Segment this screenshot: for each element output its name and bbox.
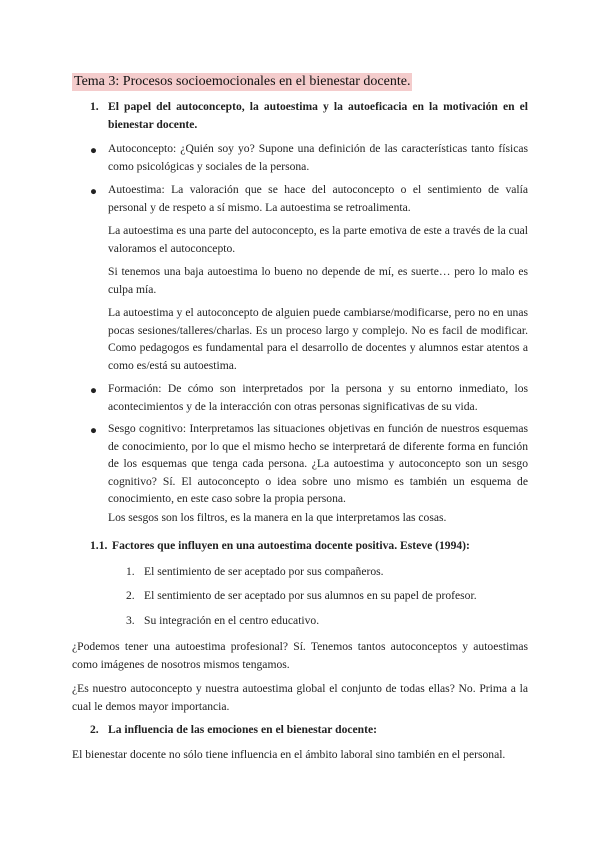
bullet-dot-icon: ● — [90, 424, 98, 437]
question-paragraph: ¿Podemos tener una autoestima profesional? Sí. Tenemos tantos autoconceptos y autoestimas como imágenes de nosotros mismos tengamos. — [72, 640, 528, 671]
section-2-number: 2. — [90, 723, 99, 736]
bullet-formacion: Formación: De cómo son interpretados por la persona y su entorno inmediato, los acontecimientos y de la interacción con otras personas significativas de su vida. — [108, 382, 528, 413]
factor-item: Su integración en el centro educativo. — [144, 614, 320, 627]
closing-paragraph: El bienestar docente no sólo tiene influencia en el ámbito laboral sino también en el personal. — [72, 748, 506, 761]
section-1-number: 1. — [90, 100, 99, 113]
bullet-dot-icon: ● — [90, 384, 98, 397]
bullet-sesgo-cognitivo: Sesgo cognitivo: Interpretamos las situaciones objetivas en función de nuestros esquemas de conocimiento, por lo que el mismo hecho se interpretará de diferente forma en función de los esquemas que tenga cada persona. ¿La autoestima y autoconcepto son un sesgo cognitivo? Sí. El autoconcepto o idea sobre uno mismo es también un esquema de conocimiento, en este caso sobre la propia persona. — [108, 422, 528, 505]
bullet-dot-icon: ● — [90, 144, 98, 157]
factor-item: El sentimiento de ser aceptado por sus alumnos en su papel de profesor. — [144, 589, 477, 602]
autoestima-paragraph: Si tenemos una baja autoestima lo bueno no depende de mí, es suerte… pero lo malo es culpa mía. — [108, 265, 528, 296]
sesgos-note: Los sesgos son los filtros, es la manera en la que interpretamos las cosas. — [108, 511, 447, 524]
factor-number: 1. — [126, 565, 135, 578]
section-1-heading: El papel del autoconcepto, la autoestima y la autoeficacia en la motivación en el bienestar docente. — [108, 100, 528, 131]
question-paragraph: ¿Es nuestro autoconcepto y nuestra autoestima global el conjunto de todas ellas? No. Prima a la cual le demos mayor importancia. — [72, 682, 528, 713]
subsection-heading: Factores que influyen en una autoestima docente positiva. Esteve (1994): — [112, 539, 470, 552]
section-2-heading: La influencia de las emociones en el bienestar docente: — [108, 723, 377, 736]
factor-item: El sentimiento de ser aceptado por sus compañeros. — [144, 565, 384, 578]
bullet-autoconcepto: Autoconcepto: ¿Quién soy yo? Supone una definición de las características tanto físicas como psicológicas y sociales de la persona. — [108, 142, 528, 173]
autoestima-paragraph: La autoestima y el autoconcepto de alguien puede cambiarse/modificarse, pero no en unas pocas sesiones/talleres/charlas. Es un proceso largo y complejo. No es facil de modificar. Como pedagogos es fundamental para el desarrollo de docentes y alumnos estar atentos a como es/está su autoestima. — [108, 306, 528, 372]
factor-number: 2. — [126, 589, 135, 602]
factor-number: 3. — [126, 614, 135, 627]
autoestima-paragraph: La autoestima es una parte del autoconcepto, es la parte emotiva de este a través de la cual valoramos el autoconcepto. — [108, 224, 528, 255]
bullet-dot-icon: ● — [90, 185, 98, 198]
subsection-number: 1.1. — [90, 539, 108, 552]
bullet-autoestima: Autoestima: La valoración que se hace del autoconcepto o el sentimiento de valía personal y de respeto a sí mismo. La autoestima se retroalimenta. — [108, 183, 528, 214]
page-title: Tema 3: Procesos socioemocionales en el bienestar docente. — [74, 74, 411, 89]
